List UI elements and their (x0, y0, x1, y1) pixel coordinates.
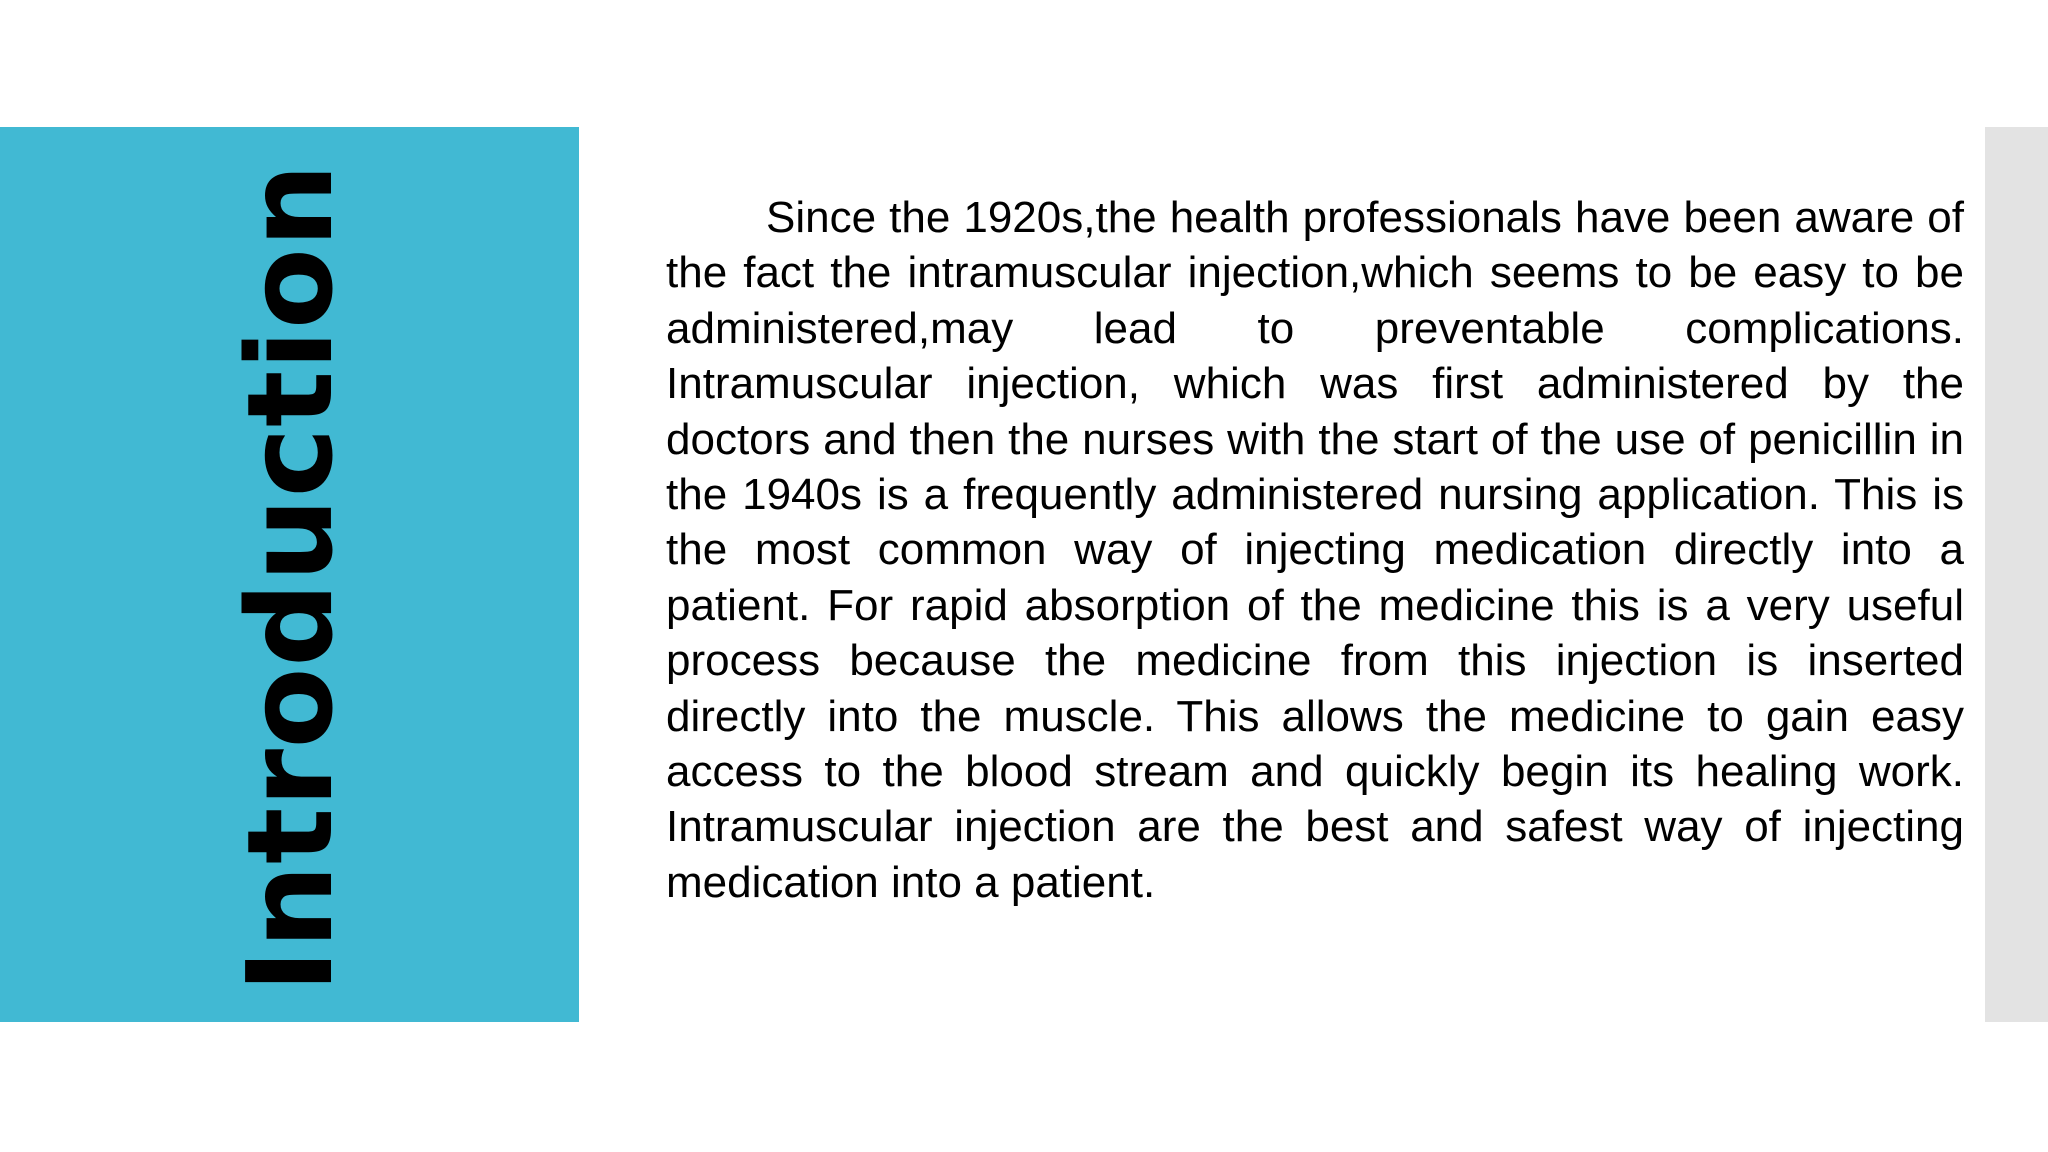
slide-title: Introduction (221, 163, 359, 993)
right-accent-strip (1985, 127, 2048, 1022)
slide-body-text: Since the 1920s,the health professionals have been aware of the fact the intramuscular injection,which seems to be easy to be administered,may lead to preventable complications. Intramuscular injection, which was first administered by the doctors and then the nurses with the start of the use of penicillin in the 1940s is a frequently administered nursing application. This is the most common way of injecting medication directly into a patient. For rapid absorption of the medicine this is a very useful process because the medicine from this injection is inserted directly into the muscle. This allows the medicine to gain easy access to the blood stream and quickly begin its healing work. Intramuscular injection are the best and safest way of injecting medication into a patient. (666, 193, 1964, 907)
